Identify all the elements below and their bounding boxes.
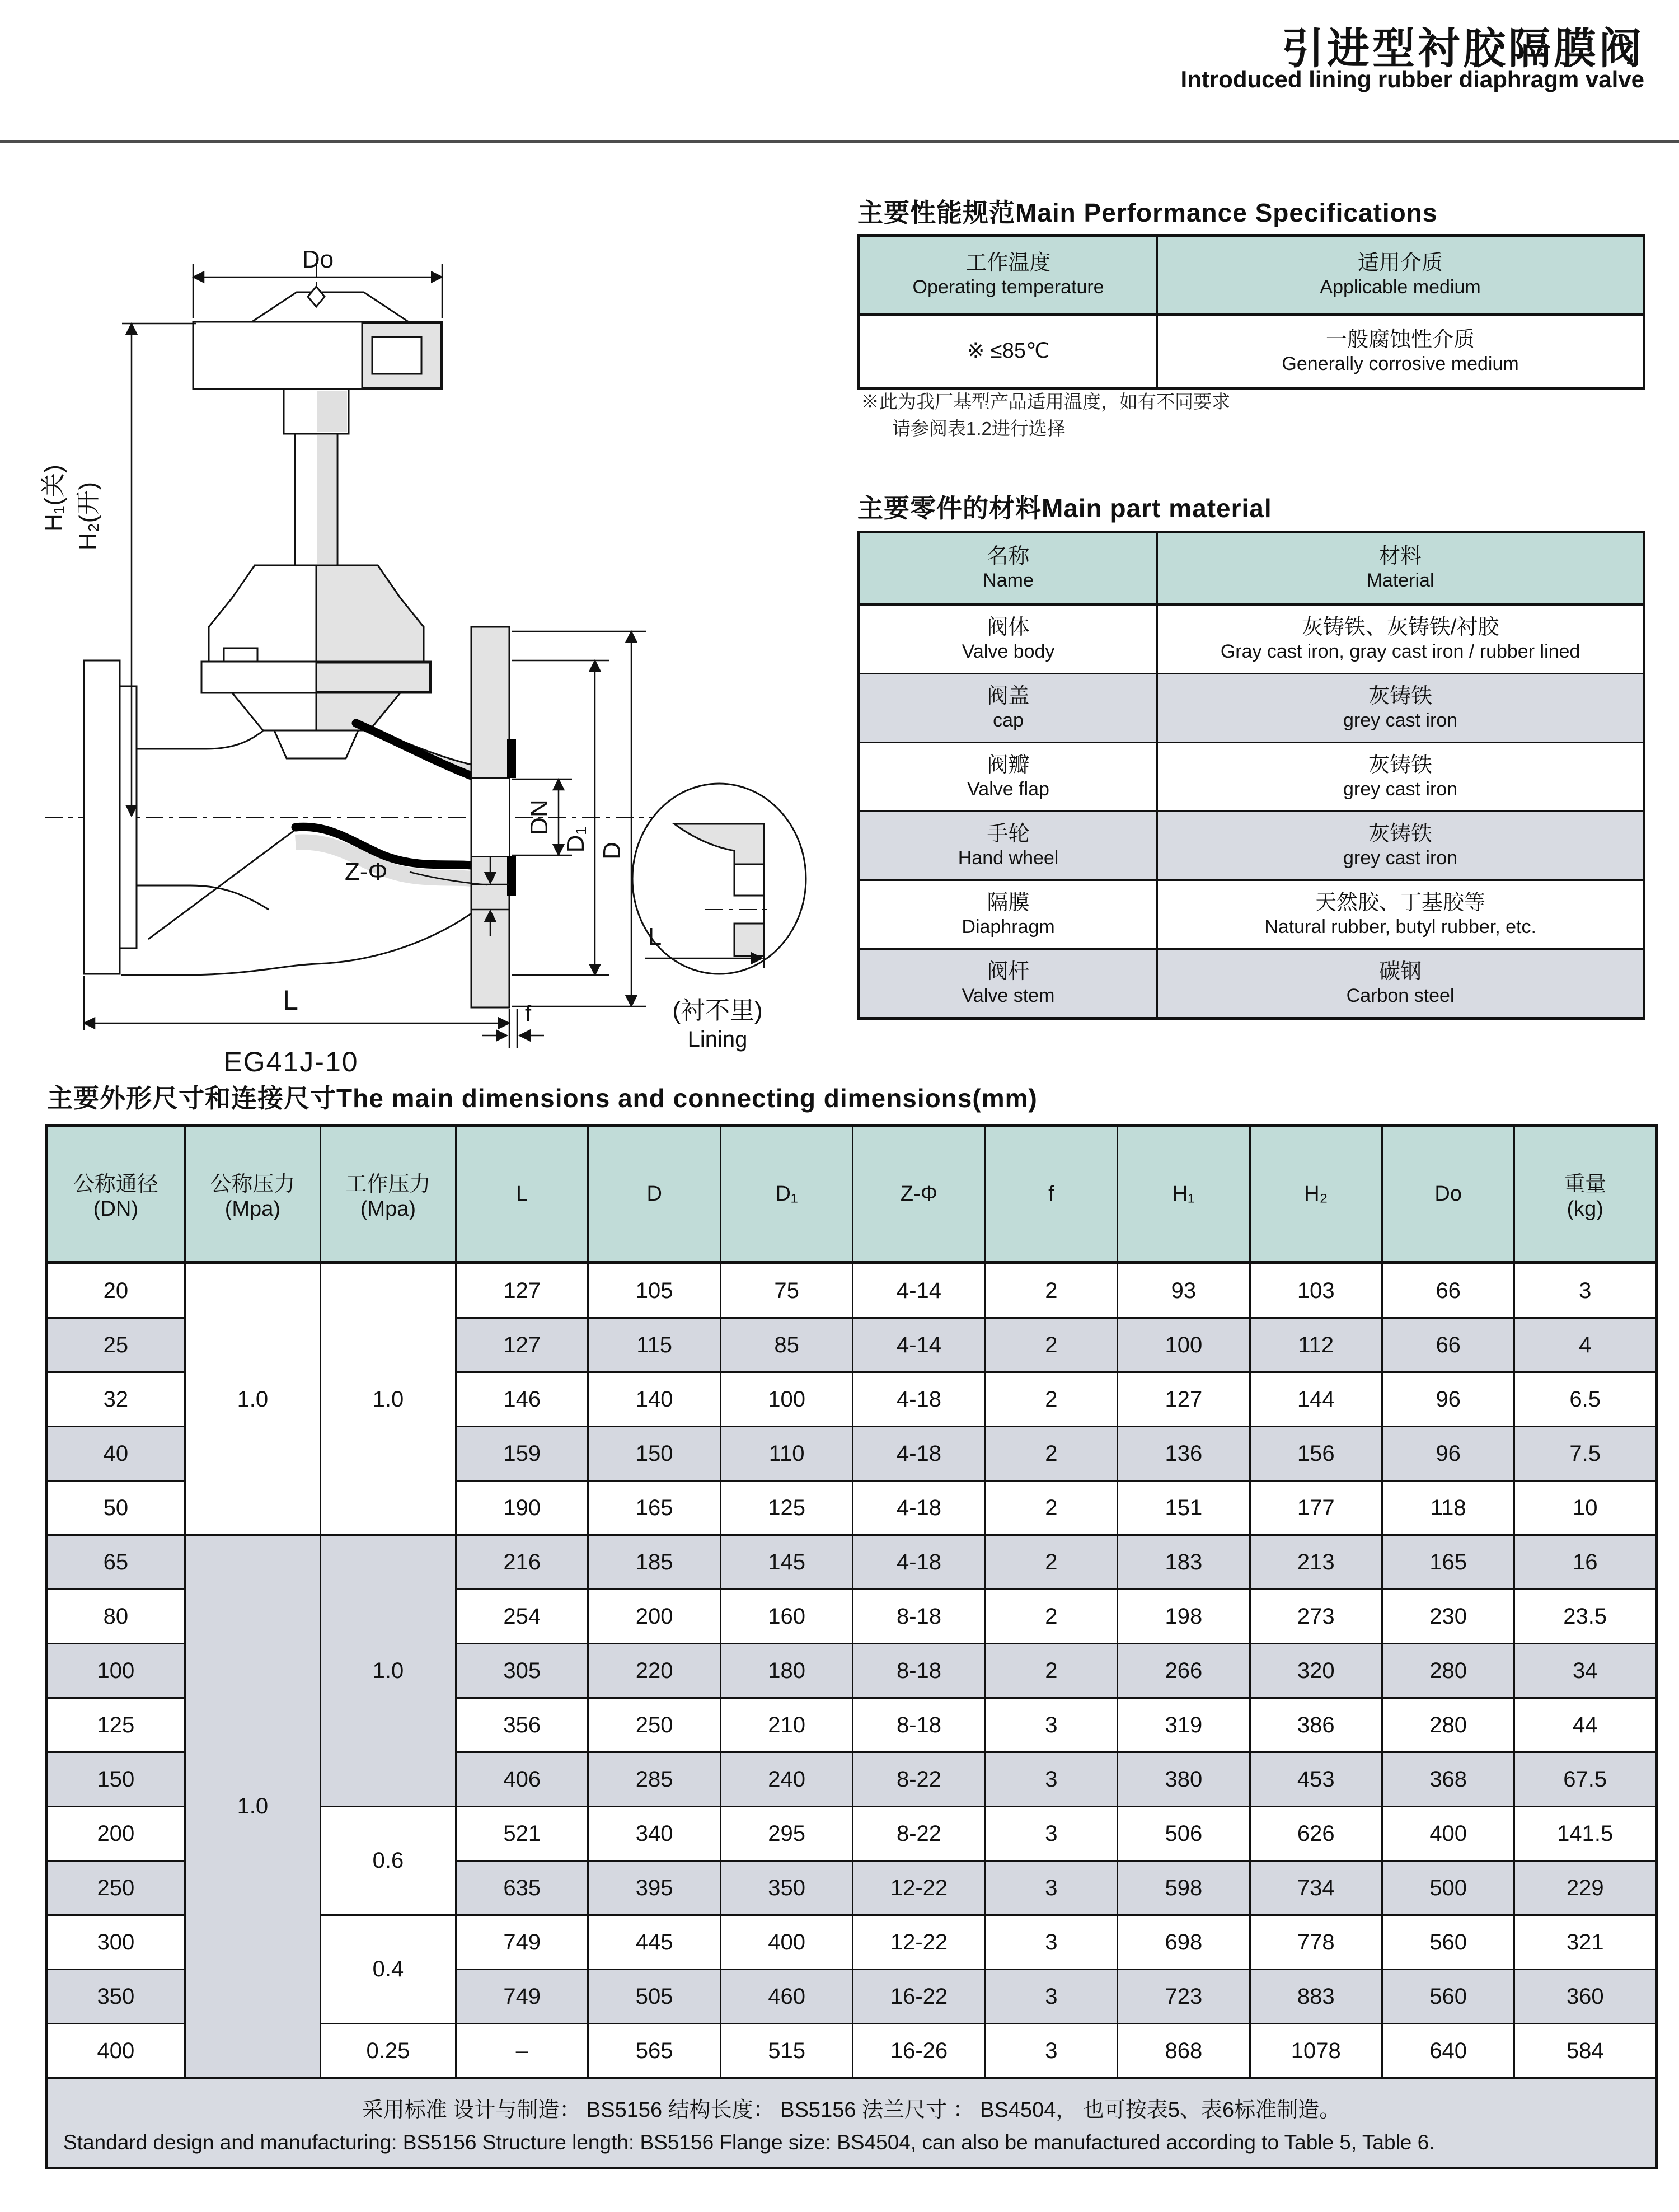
dimension-cell: 118 [1382,1481,1514,1535]
dimension-cell: 1.0 [185,1263,320,1535]
header-divider [0,140,1679,143]
dimension-cell: 2 [985,1481,1117,1535]
dimension-cell: 177 [1250,1481,1382,1535]
header-h2: H₂ [1250,1126,1382,1263]
dimension-cell: 93 [1118,1263,1250,1318]
material-row-valve-body: 阀体 Valve body 灰铸铁、灰铸铁/衬胶 Gray cast iron, gray cast iron / rubber lined [859,604,1644,674]
dimension-cell: 250 [46,1861,185,1915]
dimension-cell: 598 [1118,1861,1250,1915]
dimension-cell: 96 [1382,1372,1514,1427]
dimension-cell: 266 [1118,1644,1250,1698]
dimension-cell: 319 [1118,1698,1250,1752]
dimension-cell: 723 [1118,1970,1250,2024]
dimension-cell: 2 [985,1263,1117,1318]
dimension-cell: 146 [456,1372,588,1427]
materials-header-name: 名称 Name [859,532,1157,604]
header-d1: D₁ [720,1126,852,1263]
dimension-cell: 185 [588,1535,720,1590]
dimension-cell: 40 [46,1427,185,1481]
dimensions-table-body [46,1263,1657,2078]
dim-label-l: L [283,985,299,1016]
dimension-cell: 125 [720,1481,852,1535]
dimension-cell: 350 [720,1861,852,1915]
standards-row [46,2078,1657,2168]
dimension-cell: 4-18 [853,1535,985,1590]
dimension-cell: 321 [1514,1915,1657,1970]
dimension-cell: 400 [720,1915,852,1970]
dimension-cell: 3 [985,2024,1117,2078]
header-working-pressure: 工作压力 (Mpa) [320,1126,456,1263]
lining-detail [632,784,806,974]
dimension-cell: 3 [985,1752,1117,1807]
dimension-cell: 1.0 [320,1535,456,1807]
dim-label-dn: DN [526,799,553,835]
dimension-cell: 4-18 [853,1427,985,1481]
dimension-cell: 240 [720,1752,852,1807]
dimension-cell: 505 [588,1970,720,2024]
dimension-cell: 3 [985,1698,1117,1752]
dim-label-d1: D₁ [562,826,589,853]
dimension-cell: 3 [985,1915,1117,1970]
dimension-cell: 44 [1514,1698,1657,1752]
material-row-valve-flap: 阀瓣 Valve flap 灰铸铁 grey cast iron [859,743,1644,812]
lining-label-zh: (衬不里) [672,997,763,1024]
dimension-cell: 406 [456,1752,588,1807]
dimension-cell: 112 [1250,1318,1382,1372]
valve-body [121,723,471,975]
dimension-cell: 16-22 [853,1970,985,2024]
dimension-cell: 254 [456,1590,588,1644]
dimension-cell: 2 [985,1535,1117,1590]
material-row-diaphragm: 隔膜 Diaphragm 天然胶、丁基胶等 Natural rubber, butyl rubber, etc. [859,880,1644,949]
dimension-cell: 2 [985,1318,1117,1372]
dimension-cell: 127 [1118,1372,1250,1427]
dimension-cell: 734 [1250,1861,1382,1915]
dimension-cell: 0.4 [320,1915,456,2024]
dimension-cell: 65 [46,1535,185,1590]
dimension-cell: 2 [985,1644,1117,1698]
dimension-cell: 515 [720,2024,852,2078]
dimension-cell: 16 [1514,1535,1657,1590]
dimension-cell: 80 [46,1590,185,1644]
dimension-cell: – [456,2024,588,2078]
dim-label-f: f [525,1001,532,1026]
header-dn: 公称通径 (DN) [46,1126,185,1263]
dimension-cell: 506 [1118,1807,1250,1861]
dimensions-section-title: 主要外形尺寸和连接尺寸The main dimensions and connecting dimensions(mm) [47,1084,1038,1113]
dimension-cell: 560 [1382,1915,1514,1970]
dimension-cell: 127 [456,1318,588,1372]
dim-label-h1: H₁(关) [40,465,67,532]
dimension-cell: 360 [1514,1970,1657,2024]
header-l: L [456,1126,588,1263]
dimension-cell: 20 [46,1263,185,1318]
material-row-cap: 阀盖 cap 灰铸铁 grey cast iron [859,674,1644,743]
header-weight: 重量 (kg) [1514,1126,1657,1263]
dimension-cell: 320 [1250,1644,1382,1698]
dimension-cell: 156 [1250,1427,1382,1481]
dimension-cell: 273 [1250,1590,1382,1644]
dimension-cell: 145 [720,1535,852,1590]
dimension-cell: 213 [1250,1535,1382,1590]
material-row-valve-stem: 阀杆 Valve stem 碳钢 Carbon steel [859,949,1644,1019]
dimension-cell: 216 [456,1535,588,1590]
dimension-cell: 356 [456,1698,588,1752]
performance-header-row [859,236,1644,315]
dimension-cell: 180 [720,1644,852,1698]
dimension-cell: 749 [456,1915,588,1970]
lining-label-en: Lining [687,1027,748,1052]
dimension-cell: 198 [1118,1590,1250,1644]
dimension-cell: 2 [985,1427,1117,1481]
dimension-cell: 3 [985,1807,1117,1861]
dimension-cell: 4-18 [853,1372,985,1427]
dimension-cell: 8-18 [853,1590,985,1644]
dimension-cell: 190 [456,1481,588,1535]
dimension-cell: 280 [1382,1644,1514,1698]
dimension-cell: 635 [456,1861,588,1915]
materials-header-row [859,532,1644,604]
dim-label-h2: H₂(开) [74,481,102,551]
dimension-cell: 140 [588,1372,720,1427]
standards-note-en: Standard design and manufacturing: BS5156 Structure length: BS5156 Flange size: BS4504, can also be manufactured according to Table 5, Table 6. [63,2131,1435,2154]
medium-value: 一般腐蚀性介质 Generally corrosive medium [1157,315,1644,389]
dimension-cell: 640 [1382,2024,1514,2078]
header-f: f [985,1126,1117,1263]
valve-stem [284,389,349,565]
dimension-cell: 141.5 [1514,1807,1657,1861]
page-subtitle: Introduced lining rubber diaphragm valve [1180,66,1644,92]
dimension-cell: 2 [985,1590,1117,1644]
dimension-cell: 159 [456,1427,588,1481]
dimension-cell: 626 [1250,1807,1382,1861]
dimension-cell: 8-18 [853,1698,985,1752]
materials-header-material: 材料 Material [1157,532,1644,604]
materials-table [857,531,1645,1020]
dimension-cell: 460 [720,1970,852,2024]
header-z-phi: Z-Φ [853,1126,985,1263]
dimension-cell: 285 [588,1752,720,1807]
dimension-cell: 8-22 [853,1752,985,1807]
handwheel [193,287,442,389]
dimension-cell: 453 [1250,1752,1382,1807]
dimension-cell: 66 [1382,1318,1514,1372]
dimension-cell: 10 [1514,1481,1657,1535]
materials-section-title: 主要零件的材料Main part material [857,494,1272,523]
dimension-cell: 521 [456,1807,588,1861]
dimension-cell: 400 [1382,1807,1514,1861]
dimension-cell: 8-22 [853,1807,985,1861]
header-do: Do [1382,1126,1514,1263]
left-flange [84,660,137,974]
dimension-cell: 868 [1118,2024,1250,2078]
dimension-cell: 67.5 [1514,1752,1657,1807]
dimension-cell: 350 [46,1970,185,2024]
performance-table [857,234,1645,390]
dimension-cell: 100 [720,1372,852,1427]
dimension-cell: 340 [588,1807,720,1861]
dimension-cell: 560 [1382,1970,1514,2024]
dimension-cell: 100 [46,1644,185,1698]
dim-label-z-phi: Z-Φ [345,858,388,885]
dimension-cell: 698 [1118,1915,1250,1970]
dimension-cell: 165 [1382,1535,1514,1590]
material-row-hand-wheel: 手轮 Hand wheel 灰铸铁 grey cast iron [859,812,1644,880]
dimension-cell: 110 [720,1427,852,1481]
dimension-cell: 280 [1382,1698,1514,1752]
dimension-cell: 4-14 [853,1263,985,1318]
performance-header-medium: 适用介质 Applicable medium [1157,236,1644,315]
dimensions-header-row [46,1126,1657,1263]
dimension-cell: 500 [1382,1861,1514,1915]
dimension-cell: 66 [1382,1263,1514,1318]
dimension-cell: 8-18 [853,1644,985,1698]
dimension-cell: 23.5 [1514,1590,1657,1644]
header-nominal-pressure: 公称压力 (Mpa) [185,1126,320,1263]
dimension-cell: 584 [1514,2024,1657,2078]
dimensions-table [45,1124,1658,2169]
header-h1: H₁ [1118,1126,1250,1263]
dimension-row-dn-20 [46,1263,1657,1318]
dimension-cell: 210 [720,1698,852,1752]
performance-data-row [859,315,1644,389]
dim-label-do: Do [302,246,334,273]
dimension-cell: 127 [456,1263,588,1318]
dim-label-d: D [598,842,626,860]
dimension-cell: 75 [720,1263,852,1318]
dimension-cell: 749 [456,1970,588,2024]
dimension-cell: 395 [588,1861,720,1915]
dimension-cell: 6.5 [1514,1372,1657,1427]
dimension-cell: 778 [1250,1915,1382,1970]
dimension-cell: 165 [588,1481,720,1535]
dimension-cell: 115 [588,1318,720,1372]
dimension-cell: 230 [1382,1590,1514,1644]
dimension-cell: 0.6 [320,1807,456,1915]
dimension-cell: 160 [720,1590,852,1644]
standards-note [46,2078,1657,2168]
dimension-cell: 229 [1514,1861,1657,1915]
dimension-cell: 565 [588,2024,720,2078]
detail-dim-label-l: L [648,923,662,950]
dimension-cell: 144 [1250,1372,1382,1427]
valve-diagram [11,235,840,1075]
dimension-cell: 34 [1514,1644,1657,1698]
header-d: D [588,1126,720,1263]
dimension-cell: 300 [46,1915,185,1970]
dimension-cell: 125 [46,1698,185,1752]
dimension-cell: 150 [588,1427,720,1481]
dimension-cell: 4-14 [853,1318,985,1372]
dimension-cell: 12-22 [853,1861,985,1915]
dimension-cell: 50 [46,1481,185,1535]
dimension-cell: 883 [1250,1970,1382,2024]
dimension-cell: 103 [1250,1263,1382,1318]
dimension-cell: 200 [588,1590,720,1644]
dimension-cell: 445 [588,1915,720,1970]
dimension-cell: 368 [1382,1752,1514,1807]
page-title: 引进型衬胶隔膜阀 [1282,25,1644,73]
dimension-cell: 305 [456,1644,588,1698]
dimension-cell: 220 [588,1644,720,1698]
dimension-cell: 105 [588,1263,720,1318]
model-label: EG41J-10 [223,1046,359,1075]
dimension-cell: 1078 [1250,2024,1382,2078]
right-flange [471,627,516,1007]
dimension-cell: 200 [46,1807,185,1861]
dimension-cell: 1.0 [185,1535,320,2078]
dimension-cell: 386 [1250,1698,1382,1752]
temperature-value: ※ ≤85℃ [859,315,1157,389]
dimension-cell: 16-26 [853,2024,985,2078]
dimension-cell: 12-22 [853,1915,985,1970]
dimension-cell: 151 [1118,1481,1250,1535]
dimension-cell: 136 [1118,1427,1250,1481]
dimension-cell: 7.5 [1514,1427,1657,1481]
dimension-cell: 250 [588,1698,720,1752]
dimension-cell: 100 [1118,1318,1250,1372]
performance-section-title: 主要性能规范Main Performance Specifications [857,198,1438,227]
dimension-cell: 85 [720,1318,852,1372]
dimension-cell: 183 [1118,1535,1250,1590]
dimension-cell: 3 [1514,1263,1657,1318]
temperature-footnote: ※此为我厂基型产品适用温度，如有不同要求 请参阅表1.2进行选择 [861,391,1230,439]
dimension-cell: 96 [1382,1427,1514,1481]
dimension-cell: 400 [46,2024,185,2078]
dimension-cell: 32 [46,1372,185,1427]
dimension-cell: 4-18 [853,1481,985,1535]
dimension-cell: 2 [985,1372,1117,1427]
dimension-cell: 3 [985,1970,1117,2024]
dimension-cell: 150 [46,1752,185,1807]
dimension-row-dn-65 [46,1535,1657,1590]
dimension-cell: 1.0 [320,1263,456,1535]
dimension-cell: 3 [985,1861,1117,1915]
valve-bonnet [201,565,431,758]
dimension-cell: 25 [46,1318,185,1372]
dimension-cell: 380 [1118,1752,1250,1807]
dimension-cell: 0.25 [320,2024,456,2078]
dimension-cell: 295 [720,1807,852,1861]
performance-header-temperature: 工作温度 Operating temperature [859,236,1157,315]
dimension-cell: 4 [1514,1318,1657,1372]
standards-note-zh: 采用标准 设计与制造： BS5156 结构长度： BS5156 法兰尺寸 ： BS4504， 也可按表5、表6标准制造。 [362,2098,1341,2122]
